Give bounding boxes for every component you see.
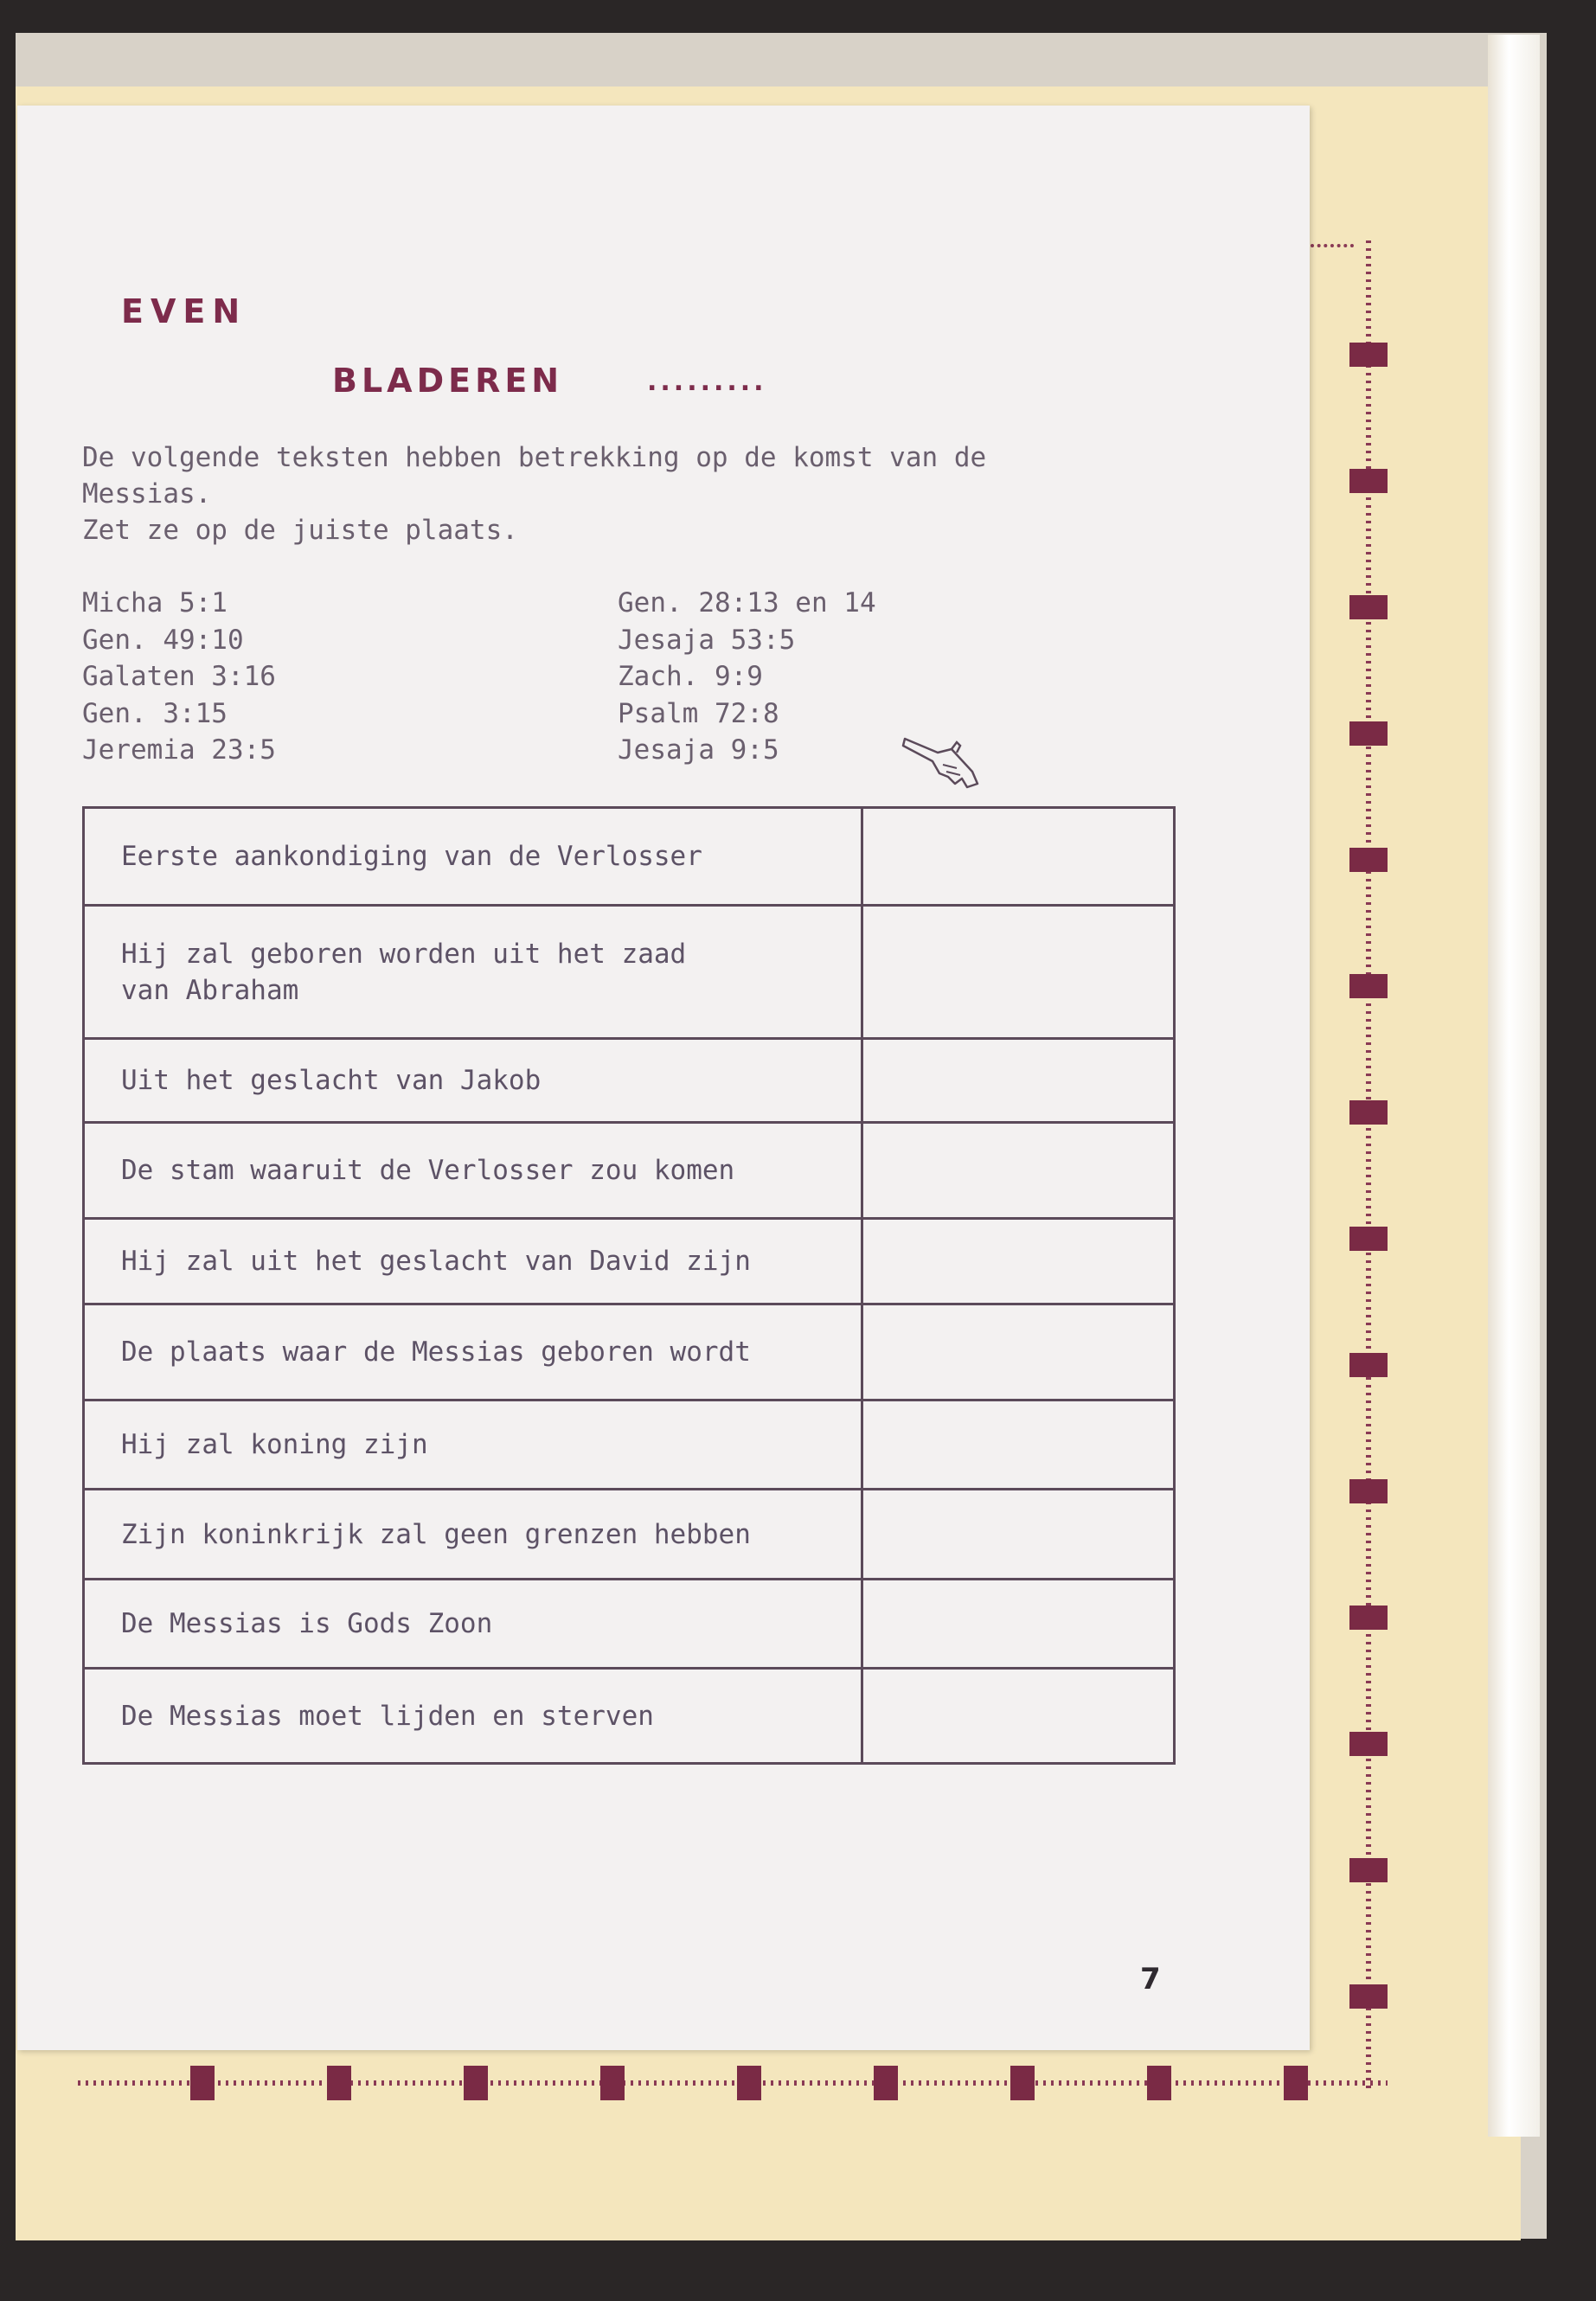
table-row (84, 1039, 1175, 1123)
reference-item: Jesaja 9:5 (618, 734, 779, 766)
decorative-border-right (1349, 240, 1388, 2092)
heading-dots: ......... (647, 367, 767, 397)
answer-cell[interactable] (862, 906, 1175, 1039)
answer-cell[interactable] (862, 1580, 1175, 1669)
answer-cell[interactable] (862, 1304, 1175, 1400)
row-description: Hij zal geboren worden uit het zaad van Abraham (84, 906, 862, 1039)
row-description: De Messias is Gods Zoon (84, 1580, 862, 1669)
row-description: Zijn koninkrijk zal geen grenzen hebben (84, 1490, 862, 1580)
reference-item: Psalm 72:8 (618, 697, 779, 729)
table-row (84, 1400, 1175, 1490)
answer-cell[interactable] (862, 1123, 1175, 1219)
references-left (82, 585, 276, 769)
table-row (84, 1580, 1175, 1669)
answer-cell[interactable] (862, 1400, 1175, 1490)
reference-item: Gen. 28:13 en 14 (618, 587, 876, 619)
table-row (84, 1123, 1175, 1219)
table-row (84, 1669, 1175, 1764)
row-description: De plaats waar de Messias geboren wordt (84, 1304, 862, 1400)
decorative-border-corner (1311, 244, 1354, 265)
page-number: 7 (1140, 1962, 1161, 1997)
intro-text: De volgende teksten hebben betrekking op de komst van de Messias. Zet ze op de juiste plaats. (82, 442, 987, 546)
answer-cell[interactable] (862, 1039, 1175, 1123)
pointing-hand-icon (900, 727, 986, 796)
table-row (84, 808, 1175, 906)
table-row (84, 906, 1175, 1039)
reference-item: Gen. 3:15 (82, 697, 228, 729)
row-description: De Messias moet lijden en sterven (84, 1669, 862, 1764)
row-description: Uit het geslacht van Jakob (84, 1039, 862, 1123)
answer-cell[interactable] (862, 808, 1175, 906)
page-edge (1488, 35, 1540, 2137)
references-right (618, 585, 876, 769)
reference-item: Jesaja 53:5 (618, 624, 796, 656)
reference-item: Galaten 3:16 (82, 661, 276, 692)
row-description: Hij zal uit het geslacht van David zijn (84, 1219, 862, 1304)
heading-even: EVEN (121, 292, 247, 330)
answer-table (82, 806, 1176, 1765)
table-row (84, 1304, 1175, 1400)
reference-item: Micha 5:1 (82, 587, 228, 619)
reference-item: Gen. 49:10 (82, 624, 244, 656)
table-row (84, 1490, 1175, 1580)
heading-bladeren: BLADEREN (332, 362, 564, 400)
row-description: Hij zal koning zijn (84, 1400, 862, 1490)
row-description: De stam waaruit de Verlosser zou komen (84, 1123, 862, 1219)
row-description: Eerste aankondiging van de Verlosser (84, 808, 862, 906)
reference-item: Jeremia 23:5 (82, 734, 276, 766)
table-row (84, 1219, 1175, 1304)
answer-cell[interactable] (862, 1669, 1175, 1764)
answer-cell[interactable] (862, 1219, 1175, 1304)
answer-cell[interactable] (862, 1490, 1175, 1580)
decorative-border-bottom (78, 2066, 1388, 2100)
reference-item: Zach. 9:9 (618, 661, 763, 692)
